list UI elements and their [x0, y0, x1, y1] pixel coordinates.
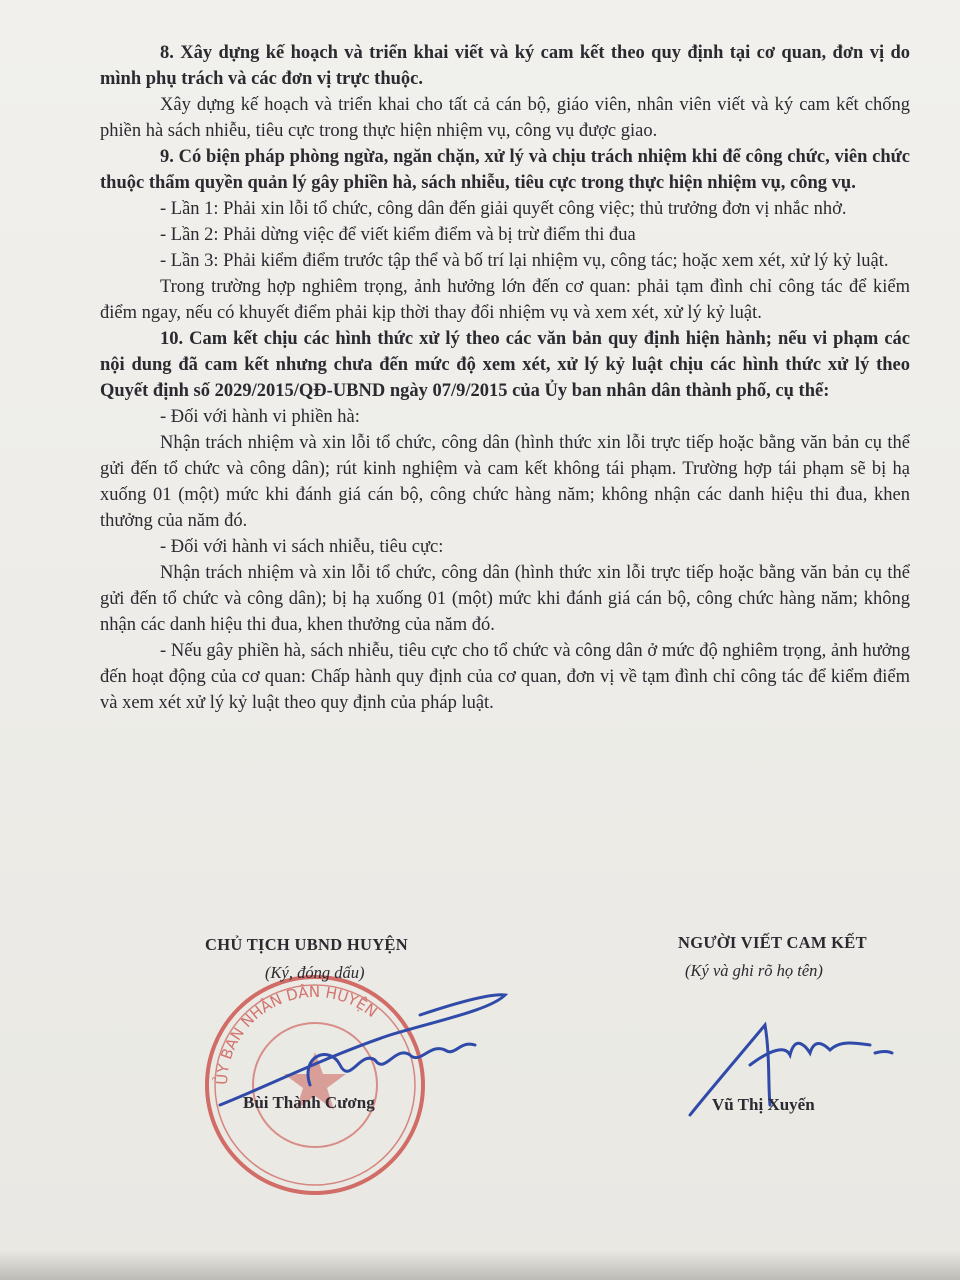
right-signer-title: NGƯỜI VIẾT CAM KẾT: [678, 933, 867, 952]
section-9-serious-case: Trong trường hợp nghiêm trọng, ảnh hưởng lớn đến cơ quan: phải tạm đình chỉ công tác để kiểm điểm ngay, nếu có khuyết điểm phải kịp thời thay đổi nhiệm vụ và xem xét, xử lý kỷ luật.: [100, 277, 910, 323]
section-9-item-3: - Lần 3: Phải kiểm điểm trước tập thể và bố trí lại nhiệm vụ, công tác; hoặc xem xét, xử lý kỷ luật.: [160, 251, 889, 271]
document-body: [100, 40, 910, 716]
seal-text: ỦY BAN NHÂN DÂN HUYỆN: [212, 982, 381, 1086]
section-10-item-3: - Nếu gây phiền hà, sách nhiễu, tiêu cực cho tổ chức và công dân ở mức độ nghiêm trọng, ảnh hưởng đến hoạt động của cơ quan: Chấp hành quy định của cơ quan, đơn vị về tạm đình chỉ công tác để kiểm điểm và xem xét xử lý kỷ luật theo quy định của pháp luật.: [100, 641, 910, 713]
section-10-item-1-label: - Đối với hành vi phiền hà:: [160, 407, 360, 427]
section-10-item-1-body: Nhận trách nhiệm và xin lỗi tổ chức, công dân (hình thức xin lỗi trực tiếp hoặc bằng văn bản cụ thể gửi đến tổ chức và công dân); rút kinh nghiệm và cam kết không tái phạm. Trường hợp tái phạm sẽ bị hạ xuống 01 (một) mức khi đánh giá cán bộ, công chức hàng năm; không nhận các danh hiệu thi đua, khen thưởng của năm đó.: [100, 433, 910, 531]
section-8-heading: 8. Xây dựng kế hoạch và triển khai viết và ký cam kết theo quy định tại cơ quan, đơn vị do mình phụ trách và các đơn vị trực thuộc.: [100, 43, 910, 89]
section-9-item-1: - Lần 1: Phải xin lỗi tổ chức, công dân đến giải quyết công việc; thủ trưởng đơn vị nhắc nhở.: [160, 199, 847, 219]
right-signer-name: Vũ Thị Xuyến: [712, 1095, 815, 1114]
section-9-heading: 9. Có biện pháp phòng ngừa, ngăn chặn, xử lý và chịu trách nhiệm khi để công chức, viên chức thuộc thẩm quyền quản lý gây phiền hà, sách nhiễu, tiêu cực trong thực hiện nhiệm vụ, công vụ.: [100, 147, 910, 193]
section-8-body: Xây dựng kế hoạch và triển khai cho tất cả cán bộ, giáo viên, nhân viên viết và ký cam kết chống phiền hà sách nhiễu, tiêu cực trong thực hiện nhiệm vụ, công vụ được giao.: [100, 95, 910, 141]
page-bottom-shadow: [0, 1250, 960, 1280]
left-signer-title: CHỦ TỊCH UBND HUYỆN: [205, 935, 408, 954]
section-10-item-2-label: - Đối với hành vi sách nhiễu, tiêu cực:: [160, 537, 444, 557]
section-9-item-2: - Lần 2: Phải dừng việc để viết kiểm điểm và bị trừ điểm thi đua: [160, 225, 636, 245]
section-10-heading: 10. Cam kết chịu các hình thức xử lý theo các văn bản quy định hiện hành; nếu vi phạm các nội dung đã cam kết nhưng chưa đến mức độ xem xét, xử lý kỷ luật chịu các hình thức xử lý theo Quyết định số 2029/2015/QĐ-UBND ngày 07/9/2015 của Ủy ban nhân dân thành phố, cụ thể:: [100, 329, 910, 401]
left-signer-name: Bùi Thành Cương: [243, 1093, 375, 1112]
signature-area: [0, 925, 960, 1245]
right-signer-note: (Ký và ghi rõ họ tên): [685, 961, 823, 980]
section-10-item-2-body: Nhận trách nhiệm và xin lỗi tổ chức, công dân (hình thức xin lỗi trực tiếp hoặc bằng văn bản cụ thể gửi đến tổ chức và công dân); bị hạ xuống 01 (một) mức khi đánh giá cán bộ, công chức hàng năm; không nhận các danh hiệu thi đua, khen thưởng của năm đó.: [100, 563, 910, 635]
left-signer-note: (Ký, đóng dấu): [265, 963, 365, 982]
